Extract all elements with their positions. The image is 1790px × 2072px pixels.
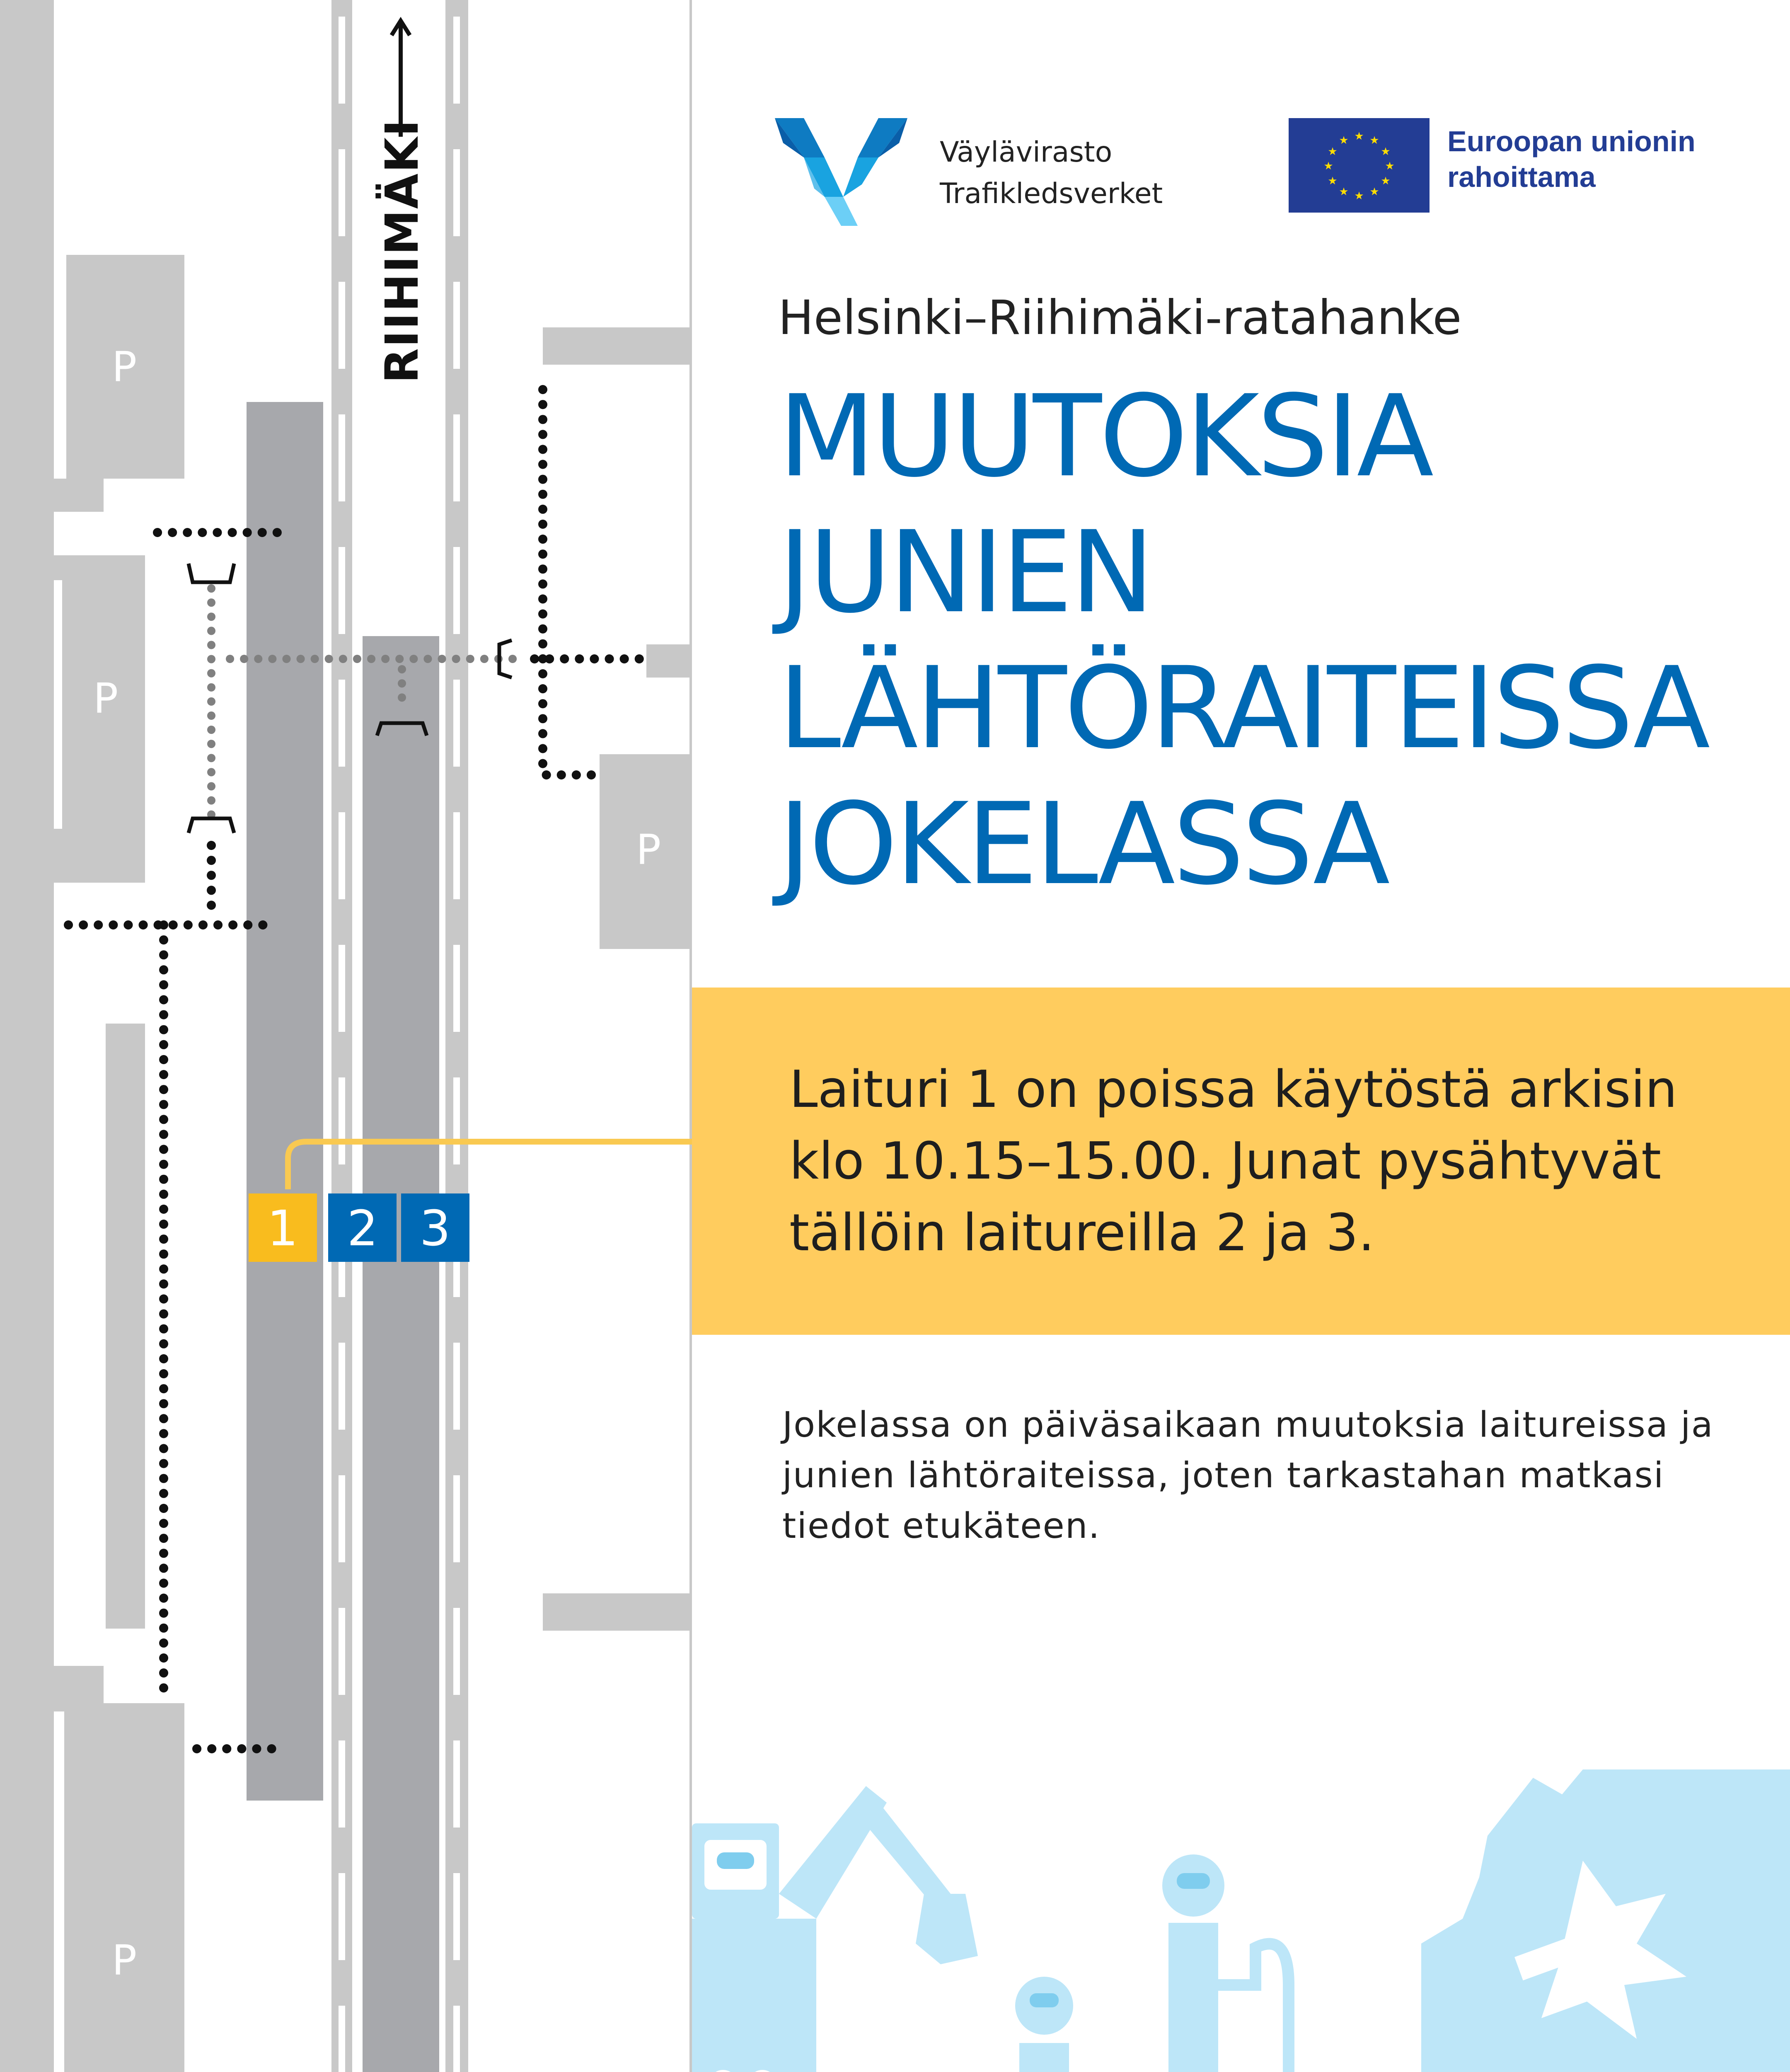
- parking-label: P: [111, 1936, 137, 1985]
- svg-text:★: ★: [1369, 186, 1379, 198]
- vaylavirasto-logo: [775, 118, 907, 226]
- svg-text:★: ★: [1354, 190, 1364, 202]
- parking-label: P: [93, 674, 119, 723]
- path-strip: [106, 1024, 145, 1629]
- info-text: Jokelassa on päiväsaikaan muutoksia laitureissa ja junien lähtöraiteissa, joten tarkastahan matkasi tiedot etukäteen.: [782, 1404, 1714, 1547]
- svg-text:★: ★: [1354, 130, 1364, 143]
- platform-3-number: 3: [419, 1200, 451, 1257]
- agency-name: [940, 132, 1163, 215]
- platform-1: [247, 402, 323, 1801]
- svg-text:★: ★: [1323, 160, 1333, 172]
- svg-text:★: ★: [1328, 145, 1338, 158]
- headline-line: JOKELASSA: [778, 779, 1388, 910]
- svg-text:★: ★: [1385, 160, 1395, 172]
- eu-funding-line2: rahoittama: [1447, 161, 1596, 193]
- svg-text:★: ★: [1339, 134, 1349, 147]
- road-strip: [0, 0, 54, 2072]
- platform-1-number: 1: [267, 1200, 298, 1257]
- construction-illustration: [692, 1769, 1790, 2072]
- parking-label: P: [111, 343, 137, 391]
- parking-label: P: [636, 825, 661, 874]
- worker-icon: [1015, 1977, 1073, 2072]
- notice-text: Laituri 1 on poissa käytöstä arkisin klo 10.15–15.00. Junat pysähtyvät tällöin laitureilla 2 ja 3.: [789, 1060, 1677, 1263]
- svg-text:★: ★: [1381, 175, 1391, 187]
- station-map: [0, 0, 692, 2072]
- project-name: Helsinki–Riihimäki-ratahanke: [778, 290, 1462, 345]
- direction-label: RIIHIMÄKI: [375, 119, 428, 383]
- headline-line: LÄHTÖRAITEISSA: [778, 643, 1708, 774]
- headline: [778, 369, 1708, 913]
- headline-line: MUUTOKSIA: [778, 371, 1432, 502]
- agency-name-fi: Väylävirasto: [940, 136, 1113, 169]
- eu-funding-line1: Euroopan unionin: [1447, 125, 1696, 157]
- eu-flag-icon: [1289, 118, 1430, 213]
- platform-2-3: [363, 636, 439, 2072]
- headline-line: JUNIEN: [778, 507, 1152, 638]
- eu-funding-text: [1447, 123, 1696, 195]
- agency-name-sv: Trafikledsverket: [940, 177, 1163, 210]
- svg-text:★: ★: [1381, 145, 1391, 158]
- svg-text:★: ★: [1328, 175, 1338, 187]
- excavator-icon: [692, 1786, 978, 2072]
- svg-text:★: ★: [1369, 134, 1379, 147]
- parking-area-3: [64, 1703, 184, 2072]
- svg-text:★: ★: [1339, 186, 1349, 198]
- notice-box: [692, 988, 1790, 1335]
- platform-2-number: 2: [347, 1200, 378, 1257]
